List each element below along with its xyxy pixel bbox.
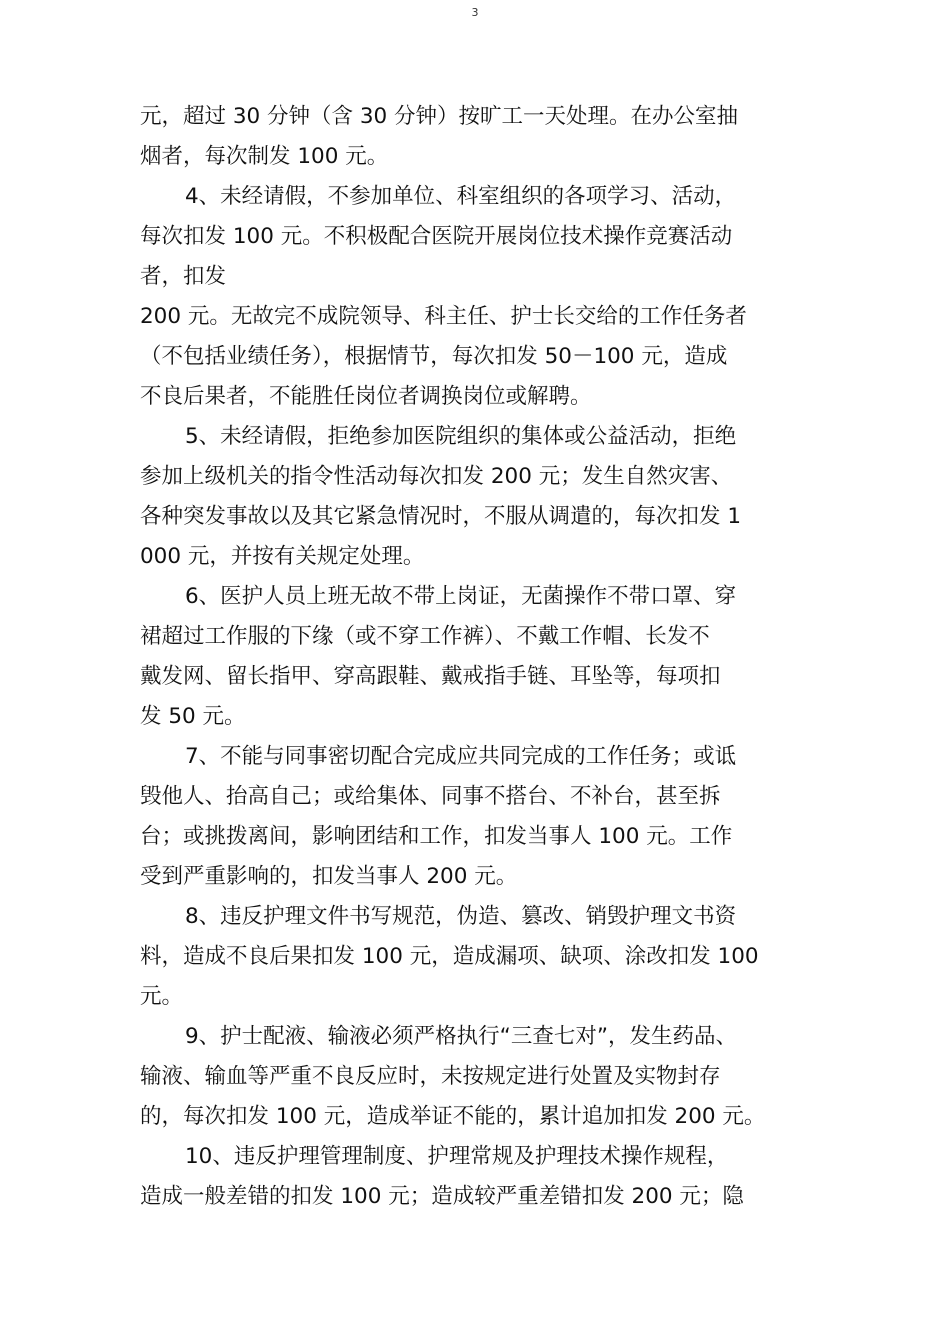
text-line: 裙超过工作服的下缘（或不穿工作裤）、不戴工作帽、长发不 [140,624,710,649]
text-line: 4、未经请假，不参加单位、科室组织的各项学习、活动， [185,184,737,209]
text-line: 受到严重影响的，扣发当事人 200 元。 [140,864,518,889]
text-line: 的，每次扣发 100 元，造成举证不能的，累计追加扣发 200 元。 [140,1104,766,1129]
text-line: 6、医护人员上班无故不带上岗证，无菌操作不带口罩、穿 [185,584,737,609]
text-line: 元。 [140,984,184,1009]
text-line: 参加上级机关的指令性活动每次扣发 200 元；发生自然灾害、 [140,464,733,489]
text-line: 台；或挑拨离间，影响团结和工作，扣发当事人 100 元。工作 [140,824,733,849]
text-line: 各种突发事故以及其它紧急情况时，不服从调遣的，每次扣发 1 [140,504,742,529]
text-line: （不包括业绩任务），根据情节，每次扣发 50－100 元，造成 [140,344,728,369]
text-line: 元，超过 30 分钟（含 30 分钟）按旷工一天处理。在办公室抽 [140,104,739,129]
text-line: 输液、输血等严重不良反应时，未按规定进行处置及实物封存 [140,1064,721,1089]
text-line: 10、违反护理管理制度、护理常规及护理技术操作规程， [185,1144,729,1169]
text-line: 不良后果者，不能胜任岗位者调换岗位或解聘。 [140,384,592,409]
text-line: 戴发网、留长指甲、穿高跟鞋、戴戒指手链、耳坠等，每项扣 [140,664,721,689]
page-number: 3 [471,6,479,19]
text-line: 000 元，并按有关规定处理。 [140,544,425,569]
text-line: 7、不能与同事密切配合完成应共同完成的工作任务；或诋 [185,744,737,769]
text-line: 5、未经请假，拒绝参加医院组织的集体或公益活动，拒绝 [185,424,737,449]
text-line: 200 元。无故完不成院领导、科主任、护士长交给的工作任务者 [140,304,747,329]
text-line: 发 50 元。 [140,704,246,729]
text-line: 造成一般差错的扣发 100 元；造成较严重差错扣发 200 元；隐 [140,1184,744,1209]
text-line: 毁他人、抬高自己；或给集体、同事不搭台、不补台，甚至拆 [140,784,721,809]
text-line: 者，扣发 [140,264,227,289]
text-line: 9、护士配液、输液必须严格执行“三查七对”，发生药品、 [185,1024,737,1049]
document-body [140,97,830,1217]
text-line: 料，造成不良后果扣发 100 元，造成漏项、缺项、涂改扣发 100 [140,944,759,969]
text-line: 烟者，每次制发 100 元。 [140,144,389,169]
text-line: 每次扣发 100 元。不积极配合医院开展岗位技术操作竞赛活动 [140,224,733,249]
text-line: 8、违反护理文件书写规范，伪造、篡改、销毁护理文书资 [185,904,737,929]
